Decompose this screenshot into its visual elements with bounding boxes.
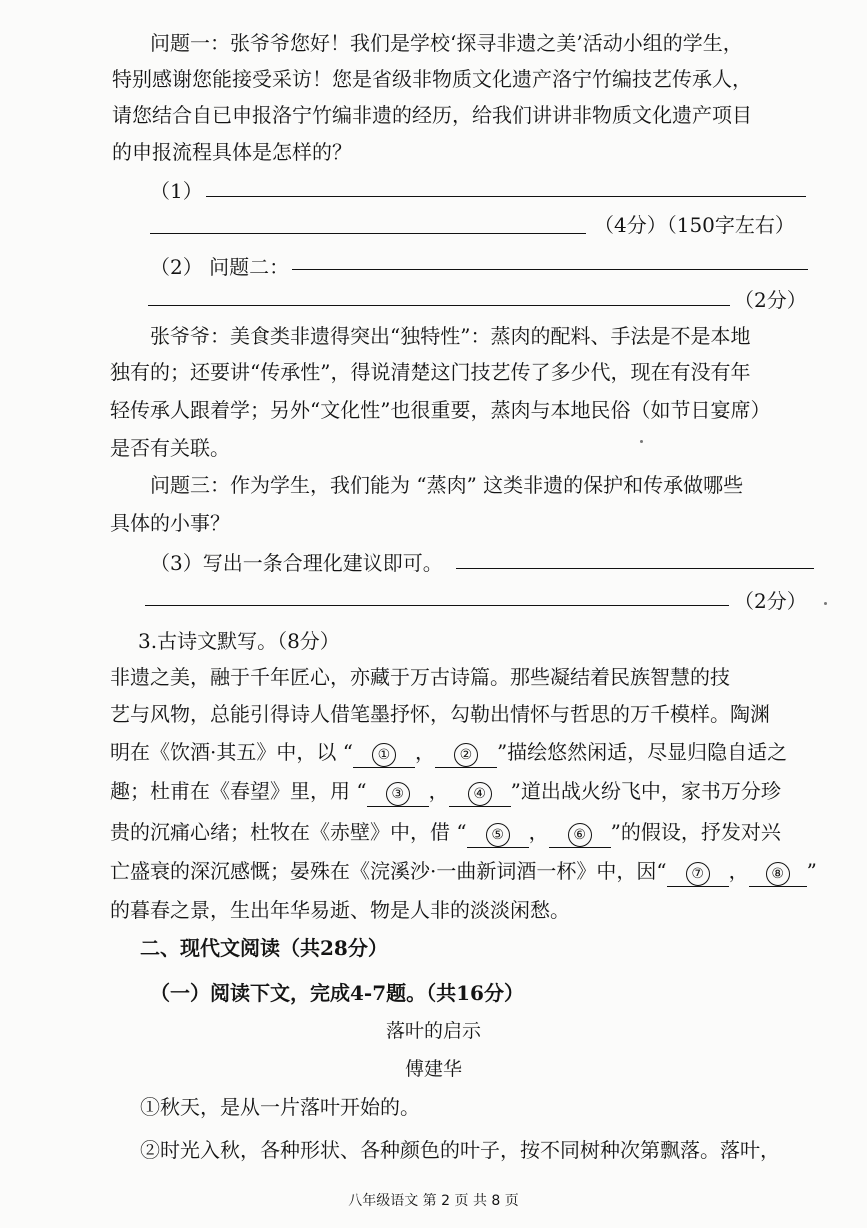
poetry-blank-6[interactable] xyxy=(549,817,611,848)
score-note-2: （2分） xyxy=(734,288,807,312)
mark-8: ⑧ xyxy=(766,862,790,886)
scan-speck xyxy=(824,602,827,605)
article-author: 傅建华 xyxy=(404,1058,462,1080)
comma: ， xyxy=(728,859,749,883)
poetry-blank-2[interactable] xyxy=(435,737,497,768)
answer-line-1b[interactable] xyxy=(150,211,586,234)
answer-label-3: （3）写出一条合理化建议即可。 xyxy=(150,551,443,575)
paragraph-1: ①秋天，是从一片落叶开始的。 xyxy=(140,1095,420,1119)
mark-5: ⑤ xyxy=(486,823,510,847)
poetry-blank-4[interactable] xyxy=(449,776,511,807)
answer-line-2b[interactable] xyxy=(148,283,730,306)
poetry-line-3-start: 明在《饮酒·其五》中，以 “ xyxy=(110,740,353,764)
question-one-line-3: 请您结合自已申报洛宁竹编非遗的经历，给我们讲讲非物质文化遗产项目 xyxy=(112,103,752,127)
poetry-line-3-end: ”描绘悠然闲适，尽显归隐自适之 xyxy=(496,740,788,764)
question-one-line-2: 特别感谢您能接受采访！您是省级非物质文化遗产洛宁竹编技艺传承人， xyxy=(112,67,752,91)
comma: ， xyxy=(428,779,449,803)
poetry-line-4 xyxy=(110,776,781,807)
comma: ， xyxy=(414,740,435,764)
answer-label-2: （2） 问题二： xyxy=(150,255,290,279)
poetry-blank-5[interactable] xyxy=(467,817,529,848)
mark-6: ⑥ xyxy=(568,823,592,847)
page-footer: 八年级语文 第 2 页 共 8 页 xyxy=(348,1193,519,1209)
question-one-line-1: 问题一：张爷爷您好！我们是学校‘探寻非遗之美’活动小组的学生， xyxy=(150,31,743,55)
question-three-line-1: 问题三：作为学生，我们能为 “蒸肉” 这类非遗的保护和传承做哪些 xyxy=(150,473,744,497)
answer-line-2a[interactable] xyxy=(292,247,808,270)
mark-2: ② xyxy=(454,743,478,767)
scan-speck xyxy=(640,440,643,443)
poetry-line-5 xyxy=(110,817,781,848)
sub-heading: （一）阅读下文，完成4-7题。（共16分） xyxy=(150,981,524,1005)
poetry-line-4-end: ”道出战火纷飞中，家书万分珍 xyxy=(510,779,781,803)
mark-1: ① xyxy=(372,743,396,767)
section-heading: 二、现代文阅读（共28分） xyxy=(140,936,388,960)
poetry-line-4-start: 趣；杜甫在《春望》里，用 “ xyxy=(110,779,367,803)
poetry-blank-7[interactable] xyxy=(667,856,729,887)
reply-line-1: 张爷爷：美食类非遗得突出“独特性”：蒸肉的配料、手法是不是本地 xyxy=(150,324,751,348)
question-one-line-4: 的申报流程具体是怎样的？ xyxy=(112,140,352,164)
poetry-line-6-start: 亡盛衰的深沉感慨；晏殊在《浣溪沙·一曲新词酒一杯》中，因“ xyxy=(110,859,667,883)
mark-4: ④ xyxy=(468,782,492,806)
reply-line-2: 独有的；还要讲“传承性”，得说清楚这门技艺传了多少代，现在有没有年 xyxy=(110,360,751,384)
score-note-3: （2分） xyxy=(734,589,807,613)
poetry-blank-1[interactable] xyxy=(353,737,415,768)
comma: ， xyxy=(528,820,549,844)
answer-line-1a[interactable] xyxy=(206,174,806,197)
mark-7: ⑦ xyxy=(686,862,710,886)
reply-line-4: 是否有关联。 xyxy=(110,436,230,460)
article-title: 落叶的启示 xyxy=(385,1020,481,1042)
poetry-blank-3[interactable] xyxy=(367,776,429,807)
answer-label-1: （1） xyxy=(150,179,203,203)
poetry-line-5-start: 贵的沉痛心绪；杜牧在《赤壁》中，借 “ xyxy=(110,820,467,844)
answer-line-3a[interactable] xyxy=(456,546,814,569)
answer-line-3b[interactable] xyxy=(145,583,729,606)
poetry-blank-8[interactable] xyxy=(749,856,807,887)
poetry-line-6-end: ” xyxy=(806,859,817,883)
reply-line-3: 轻传承人跟着学；另外“文化性”也很重要，蒸肉与本地民俗（如节日宴席） xyxy=(110,398,771,422)
poetry-line-7: 的暮春之景，生出年华易逝、物是人非的淡淡闲愁。 xyxy=(110,898,570,922)
poetry-heading: 3.古诗文默写。（8分） xyxy=(138,629,340,653)
poetry-line-3 xyxy=(110,737,787,768)
poetry-line-6 xyxy=(110,856,817,887)
paragraph-2: ②时光入秋，各种形状、各种颜色的叶子，按不同树种次第飘落。落叶， xyxy=(140,1138,780,1162)
poetry-line-1: 非遗之美，融于千年匠心，亦藏于万古诗篇。那些凝结着民族智慧的技 xyxy=(110,665,730,689)
question-three-line-2: 具体的小事？ xyxy=(110,511,230,535)
mark-3: ③ xyxy=(386,782,410,806)
score-note-1: （4分）（150字左右） xyxy=(594,213,795,237)
poetry-line-5-end: ”的假设，抒发对兴 xyxy=(610,820,781,844)
poetry-line-2: 艺与风物，总能引得诗人借笔墨抒怀，勾勒出情怀与哲思的万千模样。陶渊 xyxy=(110,702,770,726)
